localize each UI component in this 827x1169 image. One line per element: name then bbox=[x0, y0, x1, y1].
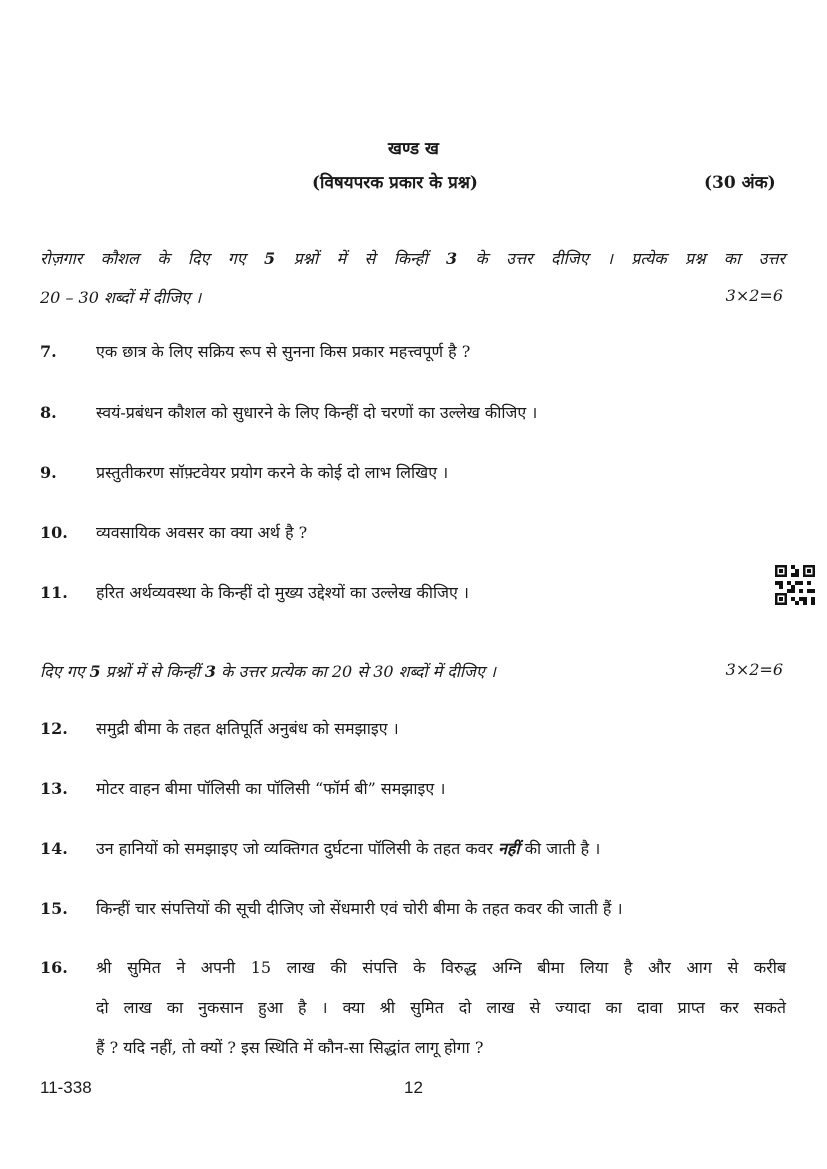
question-text: प्रस्तुतीकरण सॉफ़्टवेयर प्रयोग करने के कोई दो लाभ लिखिए । bbox=[96, 463, 449, 482]
question-text: व्यवसायिक अवसर का क्या अर्थ है ? bbox=[96, 523, 308, 542]
section-marks: (30 अंक) bbox=[704, 173, 776, 193]
question-16-line-3: हैं ? यदि नहीं, तो क्यों ? इस स्थिति में कौन-सा सिद्धांत लागू होगा ? bbox=[96, 1038, 484, 1057]
question-number: 14. bbox=[40, 839, 68, 858]
instruction-1-line-2: 20 – 30 शब्दों में दीजिए । bbox=[40, 288, 202, 307]
question-16-line-2: दो लाख का नुकसान हुआ है । क्या श्री सुमित दो लाख से ज्यादा का दावा प्राप्त कर सकते bbox=[96, 998, 786, 1017]
question-number: 10. bbox=[40, 523, 68, 542]
question-text: किन्हीं चार संपत्तियों की सूची दीजिए जो सेंधमारी एवं चोरी बीमा के तहत कवर की जाती हैं । bbox=[96, 899, 623, 918]
instruction-1-marks: 3×2=6 bbox=[725, 286, 783, 305]
question-16-line-1: श्री सुमित ने अपनी 15 लाख की संपत्ति के विरुद्ध अग्नि बीमा लिया है और आग से करीब bbox=[96, 958, 786, 977]
question-text: उन हानियों को समझाइए जो व्यक्तिगत दुर्घटना पॉलिसी के तहत कवर नहीं की जाती है । bbox=[96, 839, 601, 858]
instruction-1-line-1: रोज़गार कौशल के दिए गए 5 प्रश्नों में से किन्हीं 3 के उत्तर दीजिए । प्रत्येक प्रश्न का उत्तर bbox=[40, 249, 785, 268]
question-number: 11. bbox=[40, 583, 68, 602]
page-number: 12 bbox=[404, 1078, 423, 1097]
question-text: एक छात्र के लिए सक्रिय रूप से सुनना किस प्रकार महत्त्वपूर्ण है ? bbox=[96, 342, 471, 361]
question-number: 13. bbox=[40, 779, 68, 798]
instruction-2: दिए गए 5 प्रश्नों में से किन्हीं 3 के उत्तर प्रत्येक का 20 से 30 शब्दों में दीजिए । bbox=[40, 662, 496, 681]
question-text: समुद्री बीमा के तहत क्षतिपूर्ति अनुबंध को समझाइए । bbox=[96, 719, 399, 738]
question-number: 8. bbox=[40, 403, 57, 422]
question-text: स्वयं-प्रबंधन कौशल को सुधारने के लिए किन्हीं दो चरणों का उल्लेख कीजिए । bbox=[96, 403, 538, 422]
emphasis-not: नहीं bbox=[498, 839, 520, 858]
question-number: 12. bbox=[40, 719, 68, 738]
question-number: 7. bbox=[40, 342, 57, 361]
section-subtitle: (विषयपरक प्रकार के प्रश्न) bbox=[312, 173, 478, 193]
question-text: हरित अर्थव्यवस्था के किन्हीं दो मुख्य उद्देश्यों का उल्लेख कीजिए । bbox=[96, 583, 469, 602]
question-number: 9. bbox=[40, 463, 57, 482]
paper-code: 11-338 bbox=[40, 1078, 92, 1097]
instruction-2-marks: 3×2=6 bbox=[725, 660, 783, 679]
question-number: 16. bbox=[40, 958, 68, 977]
question-number: 15. bbox=[40, 899, 68, 918]
section-title: खण्ड ख bbox=[388, 139, 439, 159]
question-text bbox=[96, 948, 786, 1068]
qr-code-icon bbox=[775, 565, 815, 605]
question-text: मोटर वाहन बीमा पॉलिसी का पॉलिसी “फॉर्म बी” समझाइए । bbox=[96, 779, 446, 798]
